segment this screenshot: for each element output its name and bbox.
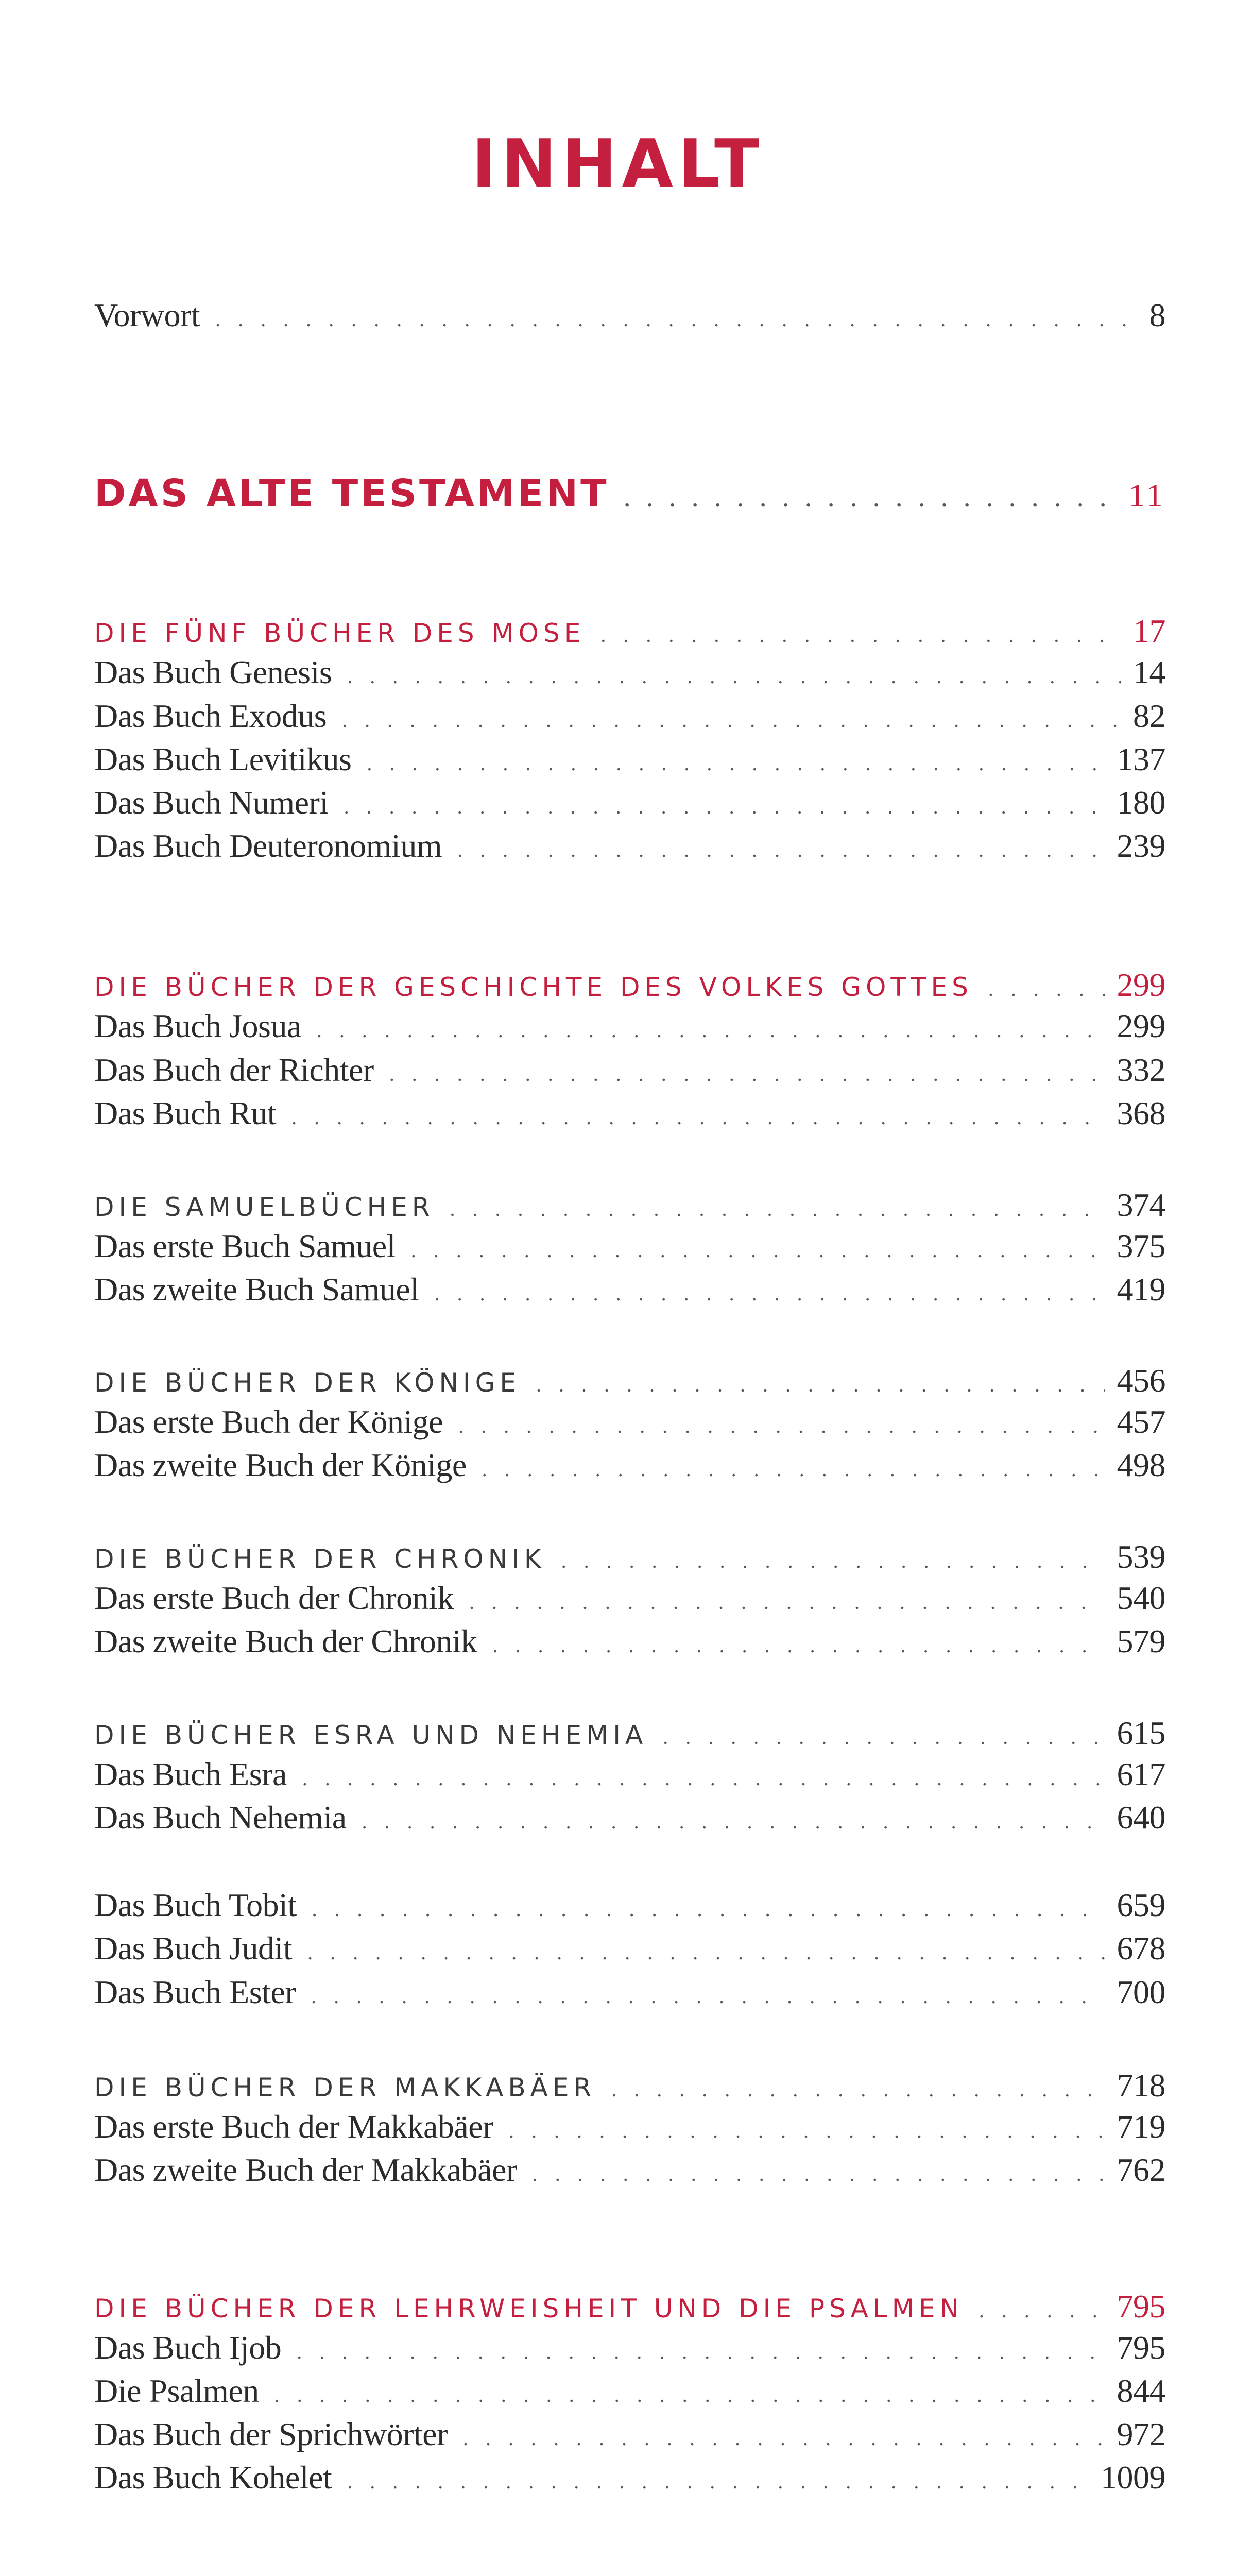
- dot-leader: [347, 2469, 1088, 2494]
- toc-entry[interactable]: [94, 2108, 1165, 2146]
- entry-label: Das Buch Numeri: [94, 784, 329, 821]
- page-number: 374: [1117, 1187, 1165, 1223]
- dot-leader: [342, 708, 1121, 732]
- page-number: 617: [1117, 1756, 1165, 1792]
- page-number: 180: [1117, 784, 1165, 821]
- group-label: DIE SAMUELBÜCHER: [94, 1192, 435, 1222]
- dot-leader: [600, 623, 1121, 647]
- entry-label: Das zweite Buch der Könige: [94, 1447, 467, 1483]
- dot-leader: [362, 1809, 1105, 1834]
- dot-leader: [988, 977, 1105, 1001]
- dot-leader: [469, 1590, 1105, 1614]
- entry-label: Das Buch Ijob: [94, 2329, 282, 2366]
- page-number: 1009: [1101, 2459, 1165, 2496]
- group-label: DIE BÜCHER DER LEHRWEISHEIT UND DIE PSALMEN: [94, 2294, 964, 2324]
- dot-leader: [317, 1018, 1105, 1042]
- page-number: 539: [1117, 1538, 1165, 1575]
- toc-entry[interactable]: [94, 2372, 1165, 2410]
- dot-leader: [482, 1457, 1105, 1481]
- entry-label: Das erste Buch Samuel: [94, 1228, 396, 1264]
- page-number: 456: [1117, 1362, 1165, 1399]
- dot-leader: [663, 1725, 1104, 1749]
- entry-label: Das zweite Buch Samuel: [94, 1271, 419, 1308]
- page-title: INHALT: [471, 126, 765, 202]
- dot-leader: [367, 751, 1104, 775]
- page-number: 795: [1117, 2329, 1165, 2366]
- dot-leader: [411, 1238, 1105, 1262]
- dot-leader: [291, 1105, 1104, 1129]
- entry-label: Das zweite Buch der Makkabäer: [94, 2151, 517, 2188]
- dot-leader: [979, 2298, 1105, 2323]
- page-number: 299: [1117, 1008, 1165, 1044]
- dot-leader: [625, 487, 1117, 512]
- entry-label: Das Buch Tobit: [94, 1887, 297, 1923]
- entry-label: Das Buch Judit: [94, 1930, 293, 1967]
- dot-leader: [297, 2340, 1104, 2364]
- dot-leader: [450, 1197, 1105, 1221]
- entry-label: Das zweite Buch der Chronik: [94, 1623, 477, 1659]
- toc-group-esra-nehemia[interactable]: [94, 1714, 1165, 1752]
- page-number: 239: [1117, 827, 1165, 864]
- page-number: 795: [1117, 2288, 1165, 2325]
- entry-label: Das erste Buch der Könige: [94, 1403, 443, 1440]
- page-number: 540: [1117, 1580, 1165, 1616]
- page-number: 678: [1117, 1930, 1165, 1967]
- page-number: 375: [1117, 1228, 1165, 1264]
- toc-entry[interactable]: [94, 1622, 1165, 1660]
- dot-leader: [311, 1984, 1104, 2008]
- toc-group-geschichte[interactable]: [94, 966, 1165, 1004]
- dot-leader: [435, 1281, 1105, 1306]
- toc-entry[interactable]: [94, 784, 1165, 822]
- page-number: 14: [1133, 654, 1165, 690]
- dot-leader: [302, 1766, 1105, 1790]
- toc-group-samuel[interactable]: [94, 1186, 1165, 1224]
- page-number: 82: [1133, 698, 1165, 734]
- page-number: 972: [1117, 2416, 1165, 2452]
- toc-entry[interactable]: [94, 1270, 1165, 1309]
- page-number: 659: [1117, 1887, 1165, 1923]
- toc-group-lehrweisheit[interactable]: [94, 2287, 1165, 2326]
- page-number: 332: [1117, 1052, 1165, 1088]
- dot-leader: [457, 838, 1104, 862]
- entry-label: Das Buch Genesis: [94, 654, 332, 690]
- toc-entry[interactable]: [94, 1929, 1165, 1968]
- page-number: 718: [1117, 2067, 1165, 2104]
- dot-leader: [307, 1940, 1104, 1964]
- dot-leader: [561, 1549, 1105, 1573]
- toc-entry[interactable]: [94, 1799, 1165, 1837]
- entry-label: Die Psalmen: [94, 2372, 259, 2409]
- dot-leader: [389, 1062, 1105, 1086]
- page-number: 640: [1117, 1799, 1165, 1836]
- entry-label: Das Buch Exodus: [94, 698, 327, 734]
- dot-leader: [215, 307, 1137, 331]
- toc-entry[interactable]: [94, 2329, 1165, 2367]
- page-number: 498: [1117, 1447, 1165, 1483]
- group-label: DIE BÜCHER DER KÖNIGE: [94, 1368, 521, 1398]
- dot-leader: [274, 2383, 1105, 2407]
- dot-leader: [509, 2119, 1105, 2143]
- toc-entry[interactable]: [94, 1227, 1165, 1265]
- toc-entry[interactable]: [94, 1051, 1165, 1089]
- toc-entry-preface[interactable]: [94, 296, 1165, 334]
- page-number: 457: [1117, 1403, 1165, 1440]
- toc-group-makkabaeer[interactable]: [94, 2066, 1165, 2105]
- entry-label: Das Buch der Sprichwörter: [94, 2416, 448, 2452]
- toc-entry[interactable]: [94, 1007, 1165, 1045]
- dot-leader: [312, 1897, 1105, 1921]
- group-label: DIE BÜCHER DER MAKKABÄER: [94, 2073, 596, 2103]
- page-number: 8: [1149, 297, 1165, 333]
- group-label: DIE BÜCHER ESRA UND NEHEMIA: [94, 1720, 648, 1750]
- page-number: 844: [1117, 2372, 1165, 2409]
- toc-entry[interactable]: [94, 827, 1165, 865]
- toc-entry[interactable]: [94, 1886, 1165, 1924]
- toc-section-old-testament[interactable]: [94, 471, 1165, 516]
- toc-entry[interactable]: [94, 1755, 1165, 1793]
- entry-label: Das erste Buch der Chronik: [94, 1580, 454, 1616]
- entry-label: Das Buch Kohelet: [94, 2459, 332, 2496]
- entry-label: Das Buch Josua: [94, 1008, 301, 1044]
- dot-leader: [611, 2077, 1104, 2102]
- toc-group-mose[interactable]: [94, 612, 1165, 650]
- page-number: 11: [1128, 477, 1165, 514]
- toc-entry[interactable]: [94, 2151, 1165, 2189]
- toc-entry[interactable]: [94, 697, 1165, 735]
- entry-label: Das Buch Nehemia: [94, 1799, 347, 1836]
- entry-label: Vorwort: [94, 297, 200, 333]
- group-label: DIE FÜNF BÜCHER DES MOSE: [94, 618, 586, 648]
- entry-label: Das Buch Levitikus: [94, 741, 352, 777]
- toc-entry[interactable]: [94, 740, 1165, 778]
- dot-leader: [533, 2162, 1105, 2186]
- page-number: 368: [1117, 1095, 1165, 1131]
- dot-leader: [344, 794, 1105, 819]
- entry-label: Das Buch Deuteronomium: [94, 827, 442, 864]
- page-number: 719: [1117, 2108, 1165, 2145]
- toc-entry[interactable]: [94, 653, 1165, 691]
- dot-leader: [463, 2426, 1105, 2450]
- page-number: 615: [1117, 1715, 1165, 1751]
- toc-entry[interactable]: [94, 1446, 1165, 1484]
- page-number: 137: [1117, 741, 1165, 777]
- page-number: 762: [1117, 2151, 1165, 2188]
- page-number: 299: [1117, 967, 1165, 1003]
- dot-leader: [458, 1414, 1104, 1438]
- toc-group-koenige[interactable]: [94, 1362, 1165, 1400]
- entry-label: Das Buch Esra: [94, 1756, 287, 1792]
- toc-entry[interactable]: [94, 1973, 1165, 2011]
- toc-entry[interactable]: [94, 2459, 1165, 2497]
- entry-label: Das Buch Rut: [94, 1095, 277, 1131]
- group-label: DIE BÜCHER DER GESCHICHTE DES VOLKES GOTTES: [94, 972, 973, 1002]
- dot-leader: [493, 1633, 1105, 1657]
- toc-entry[interactable]: [94, 1094, 1165, 1132]
- toc-entry[interactable]: [94, 1403, 1165, 1441]
- toc-group-chronik[interactable]: [94, 1538, 1165, 1576]
- toc-entry[interactable]: [94, 1579, 1165, 1617]
- toc-entry[interactable]: [94, 2415, 1165, 2453]
- group-label: DIE BÜCHER DER CHRONIK: [94, 1544, 546, 1574]
- entry-label: Das Buch der Richter: [94, 1052, 374, 1088]
- page-number: 700: [1117, 1974, 1165, 2010]
- page-number: 579: [1117, 1623, 1165, 1659]
- page-number: 419: [1117, 1271, 1165, 1308]
- dot-leader: [536, 1372, 1105, 1397]
- page-number: 17: [1133, 613, 1165, 649]
- entry-label: Das erste Buch der Makkabäer: [94, 2108, 493, 2145]
- entry-label: Das Buch Ester: [94, 1974, 296, 2010]
- section-label: DAS ALTE TESTAMENT: [94, 471, 609, 516]
- dot-leader: [347, 664, 1121, 688]
